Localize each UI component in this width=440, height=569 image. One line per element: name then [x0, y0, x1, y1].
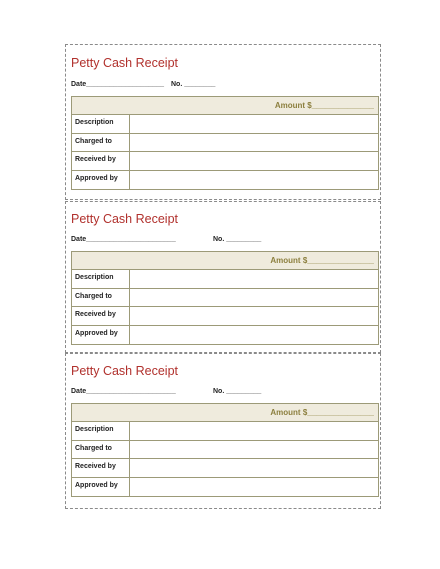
- receipt-title: Petty Cash Receipt: [71, 212, 178, 226]
- row-description: [72, 422, 378, 441]
- received-by-cell[interactable]: [129, 459, 378, 477]
- row-label: Received by: [75, 311, 116, 318]
- row-received-by: [72, 307, 378, 326]
- row-charged-to: [72, 134, 378, 153]
- row-label: Description: [75, 119, 114, 126]
- row-approved-by: [72, 478, 378, 497]
- row-label: Approved by: [75, 174, 118, 182]
- number-field[interactable]: No. ________: [171, 81, 216, 88]
- row-received-by: [72, 459, 378, 478]
- description-cell[interactable]: [129, 270, 378, 288]
- receipt-table: [71, 251, 379, 345]
- row-description: [72, 115, 378, 134]
- row-approved-by: [72, 326, 378, 345]
- row-charged-to: [72, 289, 378, 308]
- receipt-table: [71, 96, 379, 190]
- approved-by-cell[interactable]: [129, 478, 378, 497]
- petty-cash-receipt-2: [65, 201, 381, 353]
- row-label: Charged to: [75, 444, 112, 452]
- row-approved-by: [72, 171, 378, 190]
- approved-by-cell[interactable]: [129, 326, 378, 345]
- row-received-by: [72, 152, 378, 171]
- receipt-title: Petty Cash Receipt: [71, 56, 178, 70]
- amount-field[interactable]: Amount $______________: [274, 101, 374, 110]
- row-label: Approved by: [75, 481, 118, 489]
- received-by-cell[interactable]: [129, 152, 378, 170]
- row-label: Received by: [75, 463, 116, 470]
- row-description: [72, 270, 378, 289]
- description-cell[interactable]: [129, 115, 378, 133]
- petty-cash-receipt-1: [65, 44, 381, 200]
- charged-to-cell[interactable]: [129, 441, 378, 459]
- row-label: Charged to: [75, 137, 112, 145]
- date-field[interactable]: Date____________________: [71, 81, 165, 88]
- amount-field[interactable]: Amount $_______________: [270, 408, 374, 417]
- description-cell[interactable]: [129, 422, 378, 440]
- amount-bar: [72, 97, 378, 115]
- amount-bar: [72, 404, 378, 422]
- number-field[interactable]: No. _________: [213, 388, 262, 395]
- row-charged-to: [72, 441, 378, 460]
- row-label: Approved by: [75, 329, 118, 337]
- row-label: Description: [75, 274, 114, 281]
- amount-bar: [72, 252, 378, 270]
- row-label: Charged to: [75, 292, 112, 300]
- charged-to-cell[interactable]: [129, 289, 378, 307]
- received-by-cell[interactable]: [129, 307, 378, 325]
- number-field[interactable]: No. _________: [213, 236, 262, 243]
- row-label: Received by: [75, 156, 116, 163]
- receipt-title: Petty Cash Receipt: [71, 364, 178, 378]
- charged-to-cell[interactable]: [129, 134, 378, 152]
- approved-by-cell[interactable]: [129, 171, 378, 190]
- petty-cash-receipt-3: [65, 353, 381, 509]
- row-label: Description: [75, 426, 114, 433]
- receipt-table: [71, 403, 379, 497]
- amount-field[interactable]: Amount $_______________: [270, 256, 374, 265]
- date-field[interactable]: Date_______________________: [71, 236, 176, 243]
- date-field[interactable]: Date_______________________: [71, 388, 176, 395]
